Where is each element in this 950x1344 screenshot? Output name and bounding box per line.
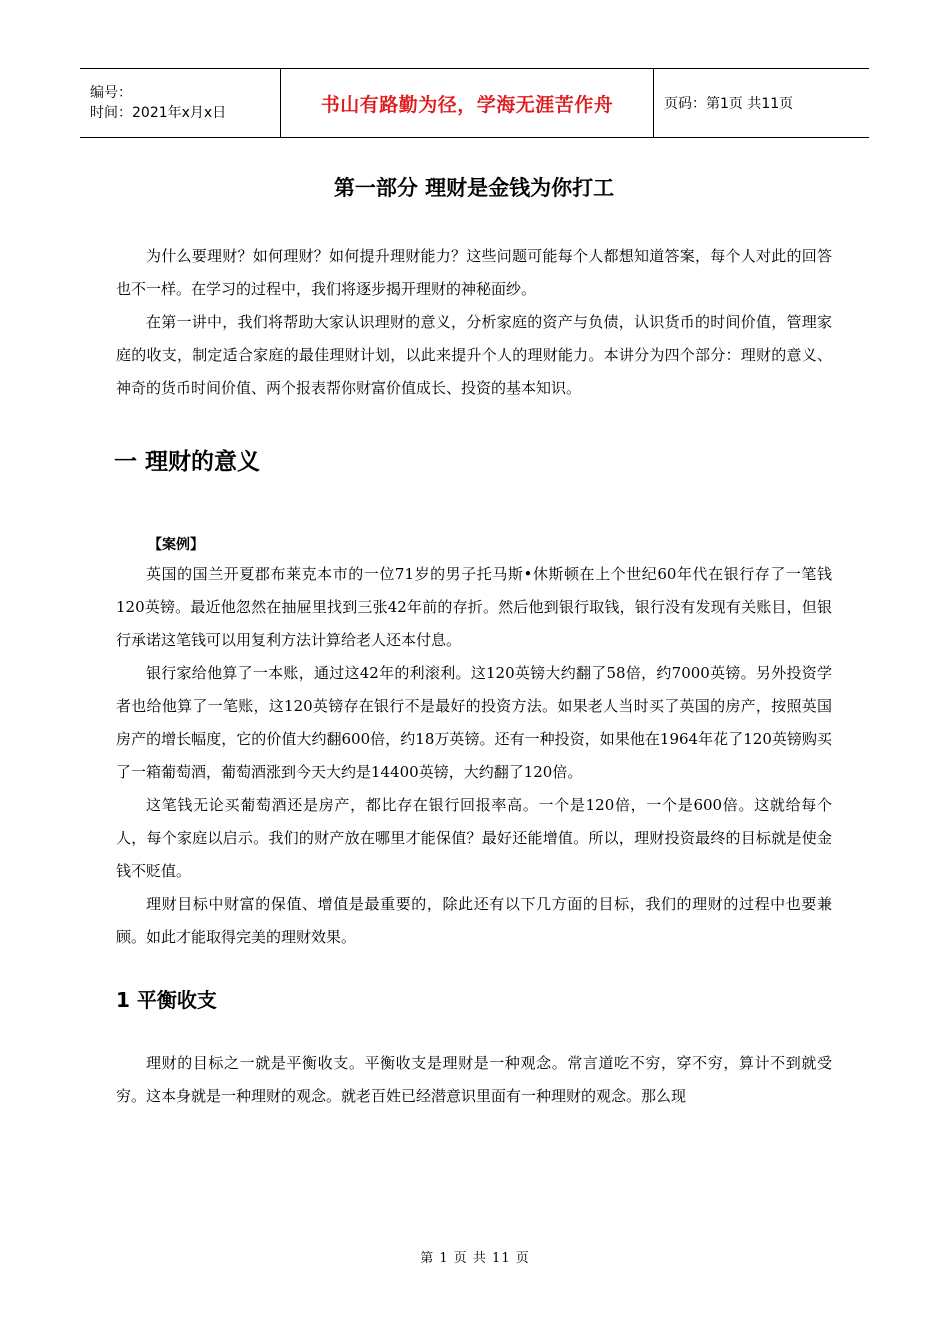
- section-heading: 一 理财的意义: [114, 449, 261, 475]
- subsection-heading: 1 平衡收支: [116, 988, 217, 1012]
- header-meta-cell: [80, 69, 280, 137]
- page-footer: 第 1 页 共 11 页: [420, 1251, 530, 1266]
- header-table: [80, 68, 869, 138]
- case-paragraph: 理财目标中财富的保值、增值是最重要的，除此还有以下几方面的目标，我们的理财的过程中也要兼顾。如此才能取得完美的理财效果。: [116, 895, 832, 946]
- header-page-cell: [654, 69, 869, 137]
- document-body: [116, 160, 832, 1113]
- subsection-paragraph: 理财的目标之一就是平衡收支。平衡收支是理财是一种观念。常言道吃不穷，穿不穷，算计不到就受穷。这本身就是一种理财的观念。就老百姓已经潜意识里面有一种理财的观念。那么现: [116, 1054, 832, 1105]
- page-info: 页码：第1页 共11页: [664, 96, 794, 112]
- time-label: 时间：2021年x月x日: [90, 105, 227, 121]
- case-paragraph: 英国的国兰开夏郡布莱克本市的一位71岁的男子托马斯•休斯顿在上个世纪60年代在银行存了一笔钱120英镑。最近他忽然在抽屉里找到三张42年前的存折。然后他到银行取钱，银行没有发现有关账目，但银行承诺这笔钱可以用复利方法计算给老人还本付息。: [116, 565, 832, 649]
- motto-text: 书山有路勤为径，学海无涯苦作舟: [320, 93, 614, 116]
- case-label: 【案例】: [148, 537, 204, 553]
- case-paragraph: 银行家给他算了一本账，通过这42年的利滚利。这120英镑大约翻了58倍，约7000英镑。另外投资学者也给他算了一笔账，这120英镑存在银行不是最好的投资方法。如果老人当时买了英国的房产，按照英国房产的增长幅度，它的价值大约翻600倍，约18万英镑。还有一种投资，如果他在1964年花了120英镑购买了一箱葡萄酒，葡萄酒涨到今天大约是14400英镑，大约翻了120倍。: [116, 664, 832, 781]
- header-motto-cell: [280, 69, 654, 137]
- document-title: 第一部分 理财是金钱为你打工: [333, 176, 615, 200]
- case-paragraph: 这笔钱无论买葡萄酒还是房产，都比存在银行回报率高。一个是120倍，一个是600倍。这就给每个人，每个家庭以启示。我们的财产放在哪里才能保值？最好还能增值。所以，理财投资最终的目标就是使金钱不贬值。: [116, 796, 832, 880]
- intro-paragraph: 为什么要理财？如何理财？如何提升理财能力？这些问题可能每个人都想知道答案，每个人对此的回答也不一样。在学习的过程中，我们将逐步揭开理财的神秘面纱。: [116, 247, 832, 298]
- intro-paragraph: 在第一讲中，我们将帮助大家认识理财的意义，分析家庭的资产与负债，认识货币的时间价值，管理家庭的收支，制定适合家庭的最佳理财计划，以此来提升个人的理财能力。本讲分为四个部分：理财的意义、神奇的货币时间价值、两个报表帮你财富价值成长、投资的基本知识。: [116, 313, 832, 397]
- number-label: 编号：: [90, 85, 132, 101]
